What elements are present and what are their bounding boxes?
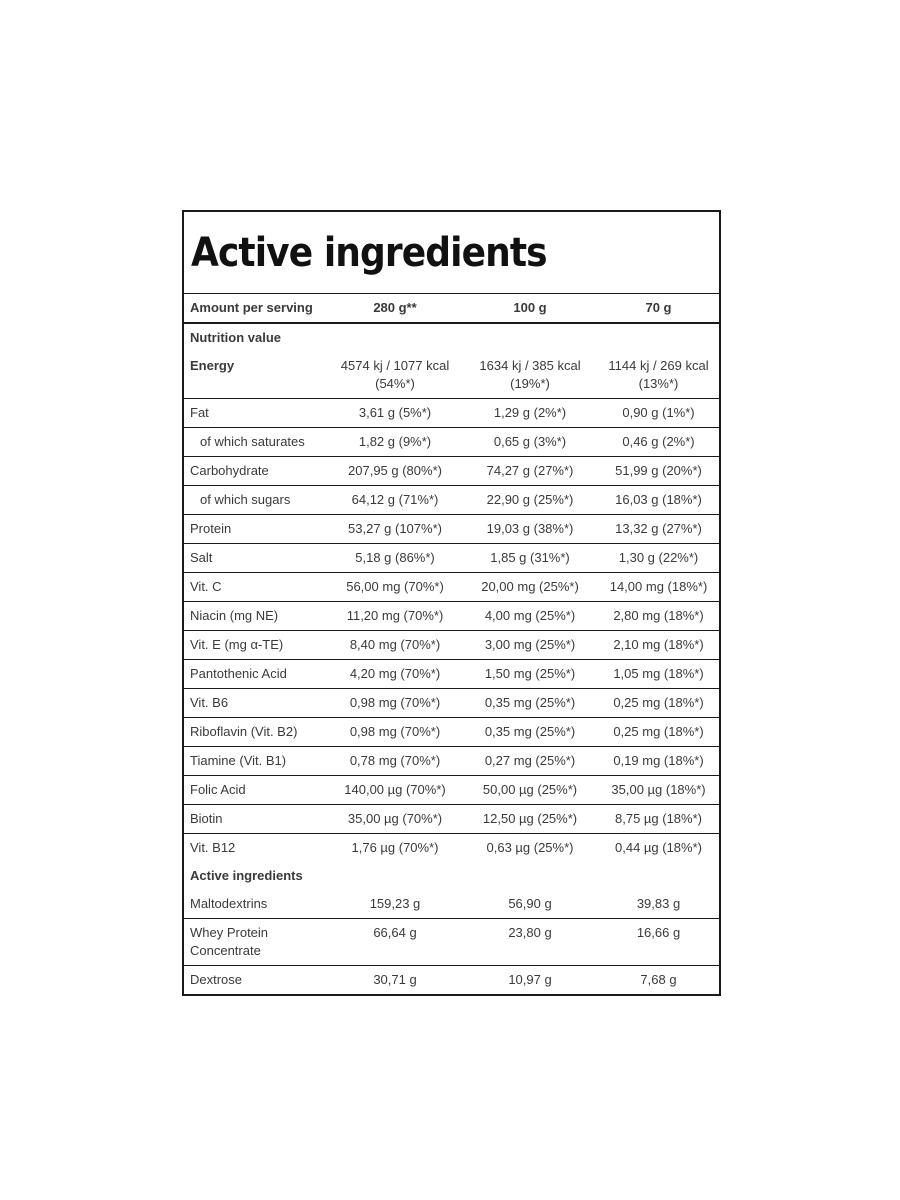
row-value-serving: 4574 kj / 1077 kcal (54%*) bbox=[328, 352, 462, 399]
row-value-100g: 0,35 mg (25%*) bbox=[462, 718, 598, 747]
row-name: Riboflavin (Vit. B2) bbox=[184, 718, 328, 747]
row-value-100g: 74,27 g (27%*) bbox=[462, 457, 598, 486]
row-value-70g: 2,10 mg (18%*) bbox=[598, 631, 719, 660]
row-name: Maltodextrins bbox=[184, 890, 328, 919]
table-row bbox=[184, 515, 719, 544]
row-value-serving: 30,71 g bbox=[373, 972, 417, 987]
row-value-serving: 3,61 g (5%*) bbox=[328, 399, 462, 428]
row-value-100g: 0,65 g (3%*) bbox=[462, 428, 598, 457]
row-value-100g: 1634 kj / 385 kcal (19%*) bbox=[462, 352, 598, 399]
row-value-serving: 0,98 mg (70%*) bbox=[328, 718, 462, 747]
row-name: Vit. B12 bbox=[190, 840, 236, 855]
row-name: Biotin bbox=[184, 805, 328, 834]
row-name: Energy bbox=[184, 352, 328, 399]
row-value-70g: 0,90 g (1%*) bbox=[598, 399, 719, 428]
row-value-100g: 3,00 mg (25%*) bbox=[462, 631, 598, 660]
section-title-active: Active ingredients bbox=[190, 868, 303, 883]
row-value-70g: 1,30 g (22%*) bbox=[598, 544, 719, 573]
row-name: Vit. C bbox=[184, 573, 328, 602]
row-value-100g: 1,29 g (2%*) bbox=[462, 399, 598, 428]
row-value-70g: 0,25 mg (18%*) bbox=[598, 718, 719, 747]
row-value-70g: 16,03 g (18%*) bbox=[598, 486, 719, 515]
row-value-serving: 53,27 g (107%*) bbox=[328, 515, 462, 544]
row-value-serving: 0,98 mg (70%*) bbox=[328, 689, 462, 718]
row-name: Vit. B6 bbox=[184, 689, 328, 718]
table-row bbox=[184, 689, 719, 718]
row-value-100g: 12,50 µg (25%*) bbox=[462, 805, 598, 834]
table-row bbox=[184, 834, 719, 863]
table-row bbox=[184, 747, 719, 776]
row-value-100g: 0,35 mg (25%*) bbox=[462, 689, 598, 718]
row-value-70g: 0,25 mg (18%*) bbox=[598, 689, 719, 718]
table-row bbox=[184, 399, 719, 428]
table-row bbox=[184, 457, 719, 486]
row-value-70g: 8,75 µg (18%*) bbox=[598, 805, 719, 834]
row-value-100g: 10,97 g bbox=[508, 972, 552, 987]
ingredients-panel bbox=[182, 210, 721, 996]
table-row bbox=[184, 776, 719, 805]
row-value-serving: 207,95 g (80%*) bbox=[328, 457, 462, 486]
row-name: Pantothenic Acid bbox=[184, 660, 328, 689]
row-name: of which saturates bbox=[184, 428, 328, 457]
table-row bbox=[184, 660, 719, 689]
row-value-serving: 35,00 µg (70%*) bbox=[328, 805, 462, 834]
row-value-100g: 0,63 µg (25%*) bbox=[486, 840, 574, 855]
row-value-serving: 1,82 g (9%*) bbox=[328, 428, 462, 457]
row-value-70g: 0,46 g (2%*) bbox=[598, 428, 719, 457]
table-row bbox=[184, 631, 719, 660]
row-value-100g: 20,00 mg (25%*) bbox=[462, 573, 598, 602]
row-value-100g: 4,00 mg (25%*) bbox=[462, 602, 598, 631]
table-row bbox=[184, 352, 719, 399]
section-title-nutrition: Nutrition value bbox=[190, 330, 282, 345]
row-name: Carbohydrate bbox=[184, 457, 328, 486]
table-row bbox=[184, 544, 719, 573]
nutrition-table bbox=[184, 294, 719, 994]
row-name: Whey Protein Concentrate bbox=[184, 919, 328, 966]
row-value-70g: 1144 kj / 269 kcal (13%*) bbox=[598, 352, 719, 399]
table-row bbox=[184, 428, 719, 457]
row-value-serving: 64,12 g (71%*) bbox=[328, 486, 462, 515]
row-value-70g: 51,99 g (20%*) bbox=[598, 457, 719, 486]
row-value-serving: 8,40 mg (70%*) bbox=[328, 631, 462, 660]
row-value-70g: 14,00 mg (18%*) bbox=[598, 573, 719, 602]
row-value-70g: 1,05 mg (18%*) bbox=[598, 660, 719, 689]
table-row bbox=[184, 805, 719, 834]
row-value-100g: 56,90 g bbox=[462, 890, 598, 919]
nutrition-rows bbox=[184, 352, 719, 862]
table-row bbox=[184, 602, 719, 631]
row-value-serving: 5,18 g (86%*) bbox=[328, 544, 462, 573]
row-value-serving: 140,00 µg (70%*) bbox=[328, 776, 462, 805]
row-value-70g: 13,32 g (27%*) bbox=[598, 515, 719, 544]
table-row bbox=[184, 718, 719, 747]
row-value-100g: 1,85 g (31%*) bbox=[462, 544, 598, 573]
row-value-70g: 39,83 g bbox=[598, 890, 719, 919]
table-header-row bbox=[184, 294, 719, 323]
row-value-100g: 23,80 g bbox=[462, 919, 598, 966]
row-name: Salt bbox=[184, 544, 328, 573]
row-value-serving: 1,76 µg (70%*) bbox=[351, 840, 439, 855]
table-row bbox=[184, 890, 719, 919]
row-value-100g: 19,03 g (38%*) bbox=[462, 515, 598, 544]
row-value-serving: 66,64 g bbox=[328, 919, 462, 966]
table-row bbox=[184, 966, 719, 995]
row-name: Niacin (mg NE) bbox=[184, 602, 328, 631]
section-row-nutrition bbox=[184, 323, 719, 352]
row-value-70g: 7,68 g bbox=[640, 972, 677, 987]
row-name: Vit. E (mg α-TE) bbox=[184, 631, 328, 660]
row-name: Dextrose bbox=[190, 972, 243, 987]
header-serving: 280 g** bbox=[328, 294, 462, 323]
row-value-serving: 0,78 mg (70%*) bbox=[328, 747, 462, 776]
row-value-100g: 1,50 mg (25%*) bbox=[462, 660, 598, 689]
row-value-serving: 159,23 g bbox=[328, 890, 462, 919]
active-rows bbox=[184, 890, 719, 994]
row-value-70g: 16,66 g bbox=[598, 919, 719, 966]
row-value-serving: 11,20 mg (70%*) bbox=[328, 602, 462, 631]
table-row bbox=[184, 573, 719, 602]
section-row-active bbox=[184, 862, 719, 890]
row-value-70g: 0,19 mg (18%*) bbox=[598, 747, 719, 776]
row-value-100g: 22,90 g (25%*) bbox=[462, 486, 598, 515]
row-name: of which sugars bbox=[184, 486, 328, 515]
row-value-100g: 0,27 mg (25%*) bbox=[462, 747, 598, 776]
header-70g: 70 g bbox=[598, 294, 719, 323]
row-name: Folic Acid bbox=[184, 776, 328, 805]
row-value-100g: 50,00 µg (25%*) bbox=[462, 776, 598, 805]
row-name: Protein bbox=[184, 515, 328, 544]
table-row bbox=[184, 919, 719, 966]
row-value-70g: 0,44 µg (18%*) bbox=[615, 840, 702, 855]
page-title: Active ingredients bbox=[191, 229, 547, 276]
header-label: Amount per serving bbox=[184, 294, 328, 323]
row-value-serving: 4,20 mg (70%*) bbox=[328, 660, 462, 689]
title-bar bbox=[184, 212, 719, 294]
row-name: Fat bbox=[184, 399, 328, 428]
header-100g: 100 g bbox=[462, 294, 598, 323]
row-value-70g: 2,80 mg (18%*) bbox=[598, 602, 719, 631]
row-value-serving: 56,00 mg (70%*) bbox=[328, 573, 462, 602]
table-row bbox=[184, 486, 719, 515]
row-value-70g: 35,00 µg (18%*) bbox=[598, 776, 719, 805]
row-name: Tiamine (Vit. B1) bbox=[184, 747, 328, 776]
